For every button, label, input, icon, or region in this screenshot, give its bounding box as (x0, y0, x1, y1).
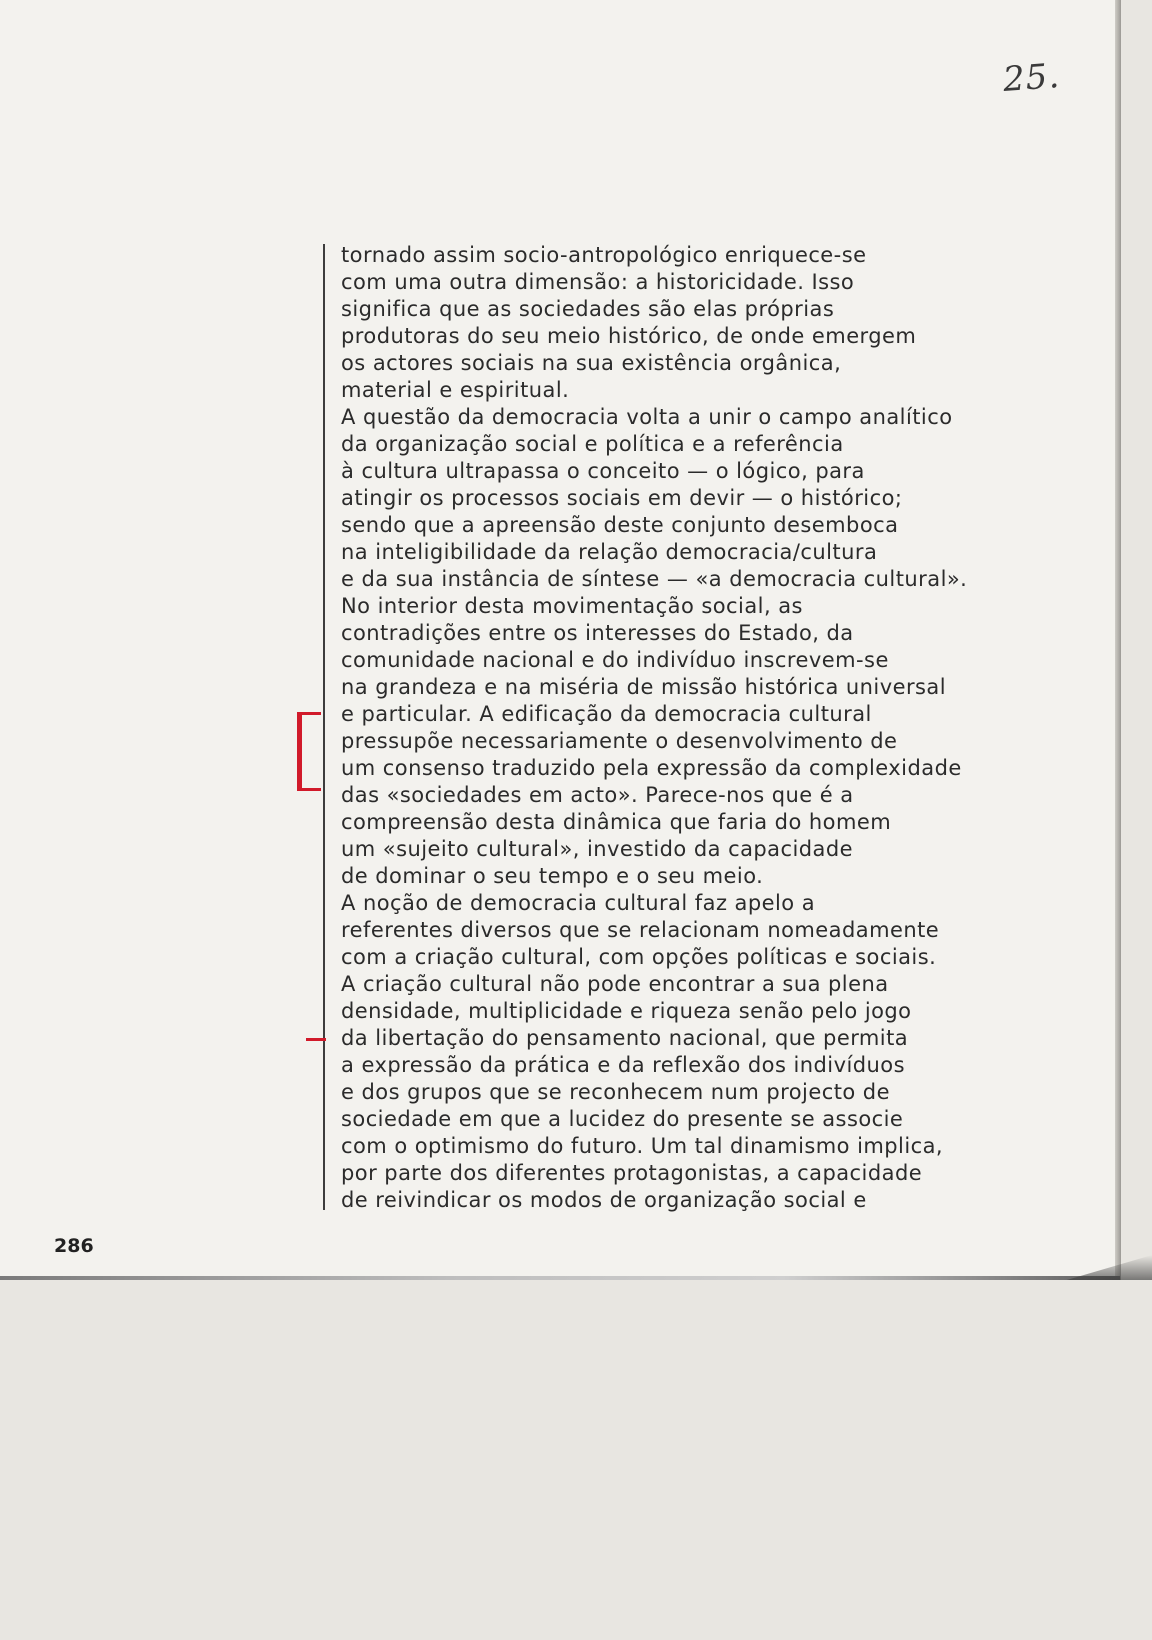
page-number: 286 (54, 1235, 94, 1257)
red-bracket-vertical (297, 712, 302, 790)
text-line: A criação cultural não pode encontrar a sua plena (341, 972, 889, 996)
text-line: significa que as sociedades são elas próprias (341, 297, 835, 321)
text-line: por parte dos diferentes protagonistas, a capacidade (341, 1161, 923, 1185)
text-line: material e espiritual. (341, 378, 570, 402)
text-line: comunidade nacional e do indivíduo inscrevem-se (341, 648, 889, 672)
text-line: e da sua instância de síntese — «a democracia cultural». (341, 567, 968, 591)
text-line: sendo que a apreensão deste conjunto desemboca (341, 513, 899, 537)
margin-vertical-rule (323, 244, 325, 1210)
text-line: atingir os processos sociais em devir — o histórico; (341, 486, 903, 510)
red-margin-tick (306, 1038, 326, 1041)
text-line: contradições entre os interesses do Estado, da (341, 621, 854, 645)
text-line: a expressão da prática e da reflexão dos indivíduos (341, 1053, 905, 1077)
text-line: de reivindicar os modos de organização social e (341, 1188, 867, 1212)
text-line: tornado assim socio-antropológico enriquece-se (341, 243, 867, 267)
text-line: A questão da democracia volta a unir o campo analítico (341, 405, 953, 429)
body-text (341, 242, 1061, 1214)
handwritten-folio-number: 25. (1001, 56, 1062, 100)
text-line: de dominar o seu tempo e o seu meio. (341, 864, 764, 888)
text-line: das «sociedades em acto». Parece-nos que é a (341, 783, 854, 807)
page-binding-edge (1115, 0, 1121, 1280)
text-line: à cultura ultrapassa o conceito — o lógico, para (341, 459, 865, 483)
text-line: na inteligibilidade da relação democracia/cultura (341, 540, 878, 564)
text-line: compreensão desta dinâmica que faria do homem (341, 810, 892, 834)
text-line: na grandeza e na miséria de missão histórica universal (341, 675, 947, 699)
text-line: A noção de democracia cultural faz apelo a (341, 891, 816, 915)
text-line: com o optimismo do futuro. Um tal dinamismo implica, (341, 1134, 944, 1158)
text-line: com a criação cultural, com opções políticas e sociais. (341, 945, 937, 969)
text-line: um consenso traduzido pela expressão da complexidade (341, 756, 962, 780)
text-line: referentes diversos que se relacionam nomeadamente (341, 918, 940, 942)
text-line: os actores sociais na sua existência orgânica, (341, 351, 842, 375)
text-line: No interior desta movimentação social, as (341, 594, 803, 618)
text-line: e particular. A edificação da democracia cultural (341, 702, 872, 726)
text-line: e dos grupos que se reconhecem num projecto de (341, 1080, 890, 1104)
text-line: da libertação do pensamento nacional, que permita (341, 1026, 909, 1050)
red-margin-bracket (297, 712, 323, 800)
red-bracket-bottom (297, 788, 321, 791)
text-line: sociedade em que a lucidez do presente se associe (341, 1107, 904, 1131)
text-line: da organização social e política e a referência (341, 432, 844, 456)
text-line: com uma outra dimensão: a historicidade. Isso (341, 270, 855, 294)
text-line: pressupõe necessariamente o desenvolvimento de (341, 729, 898, 753)
text-line: densidade, multiplicidade e riqueza senão pelo jogo (341, 999, 912, 1023)
text-line: um «sujeito cultural», investido da capacidade (341, 837, 854, 861)
text-line: produtoras do seu meio histórico, de onde emergem (341, 324, 917, 348)
page-bottom-edge (0, 1276, 1120, 1280)
